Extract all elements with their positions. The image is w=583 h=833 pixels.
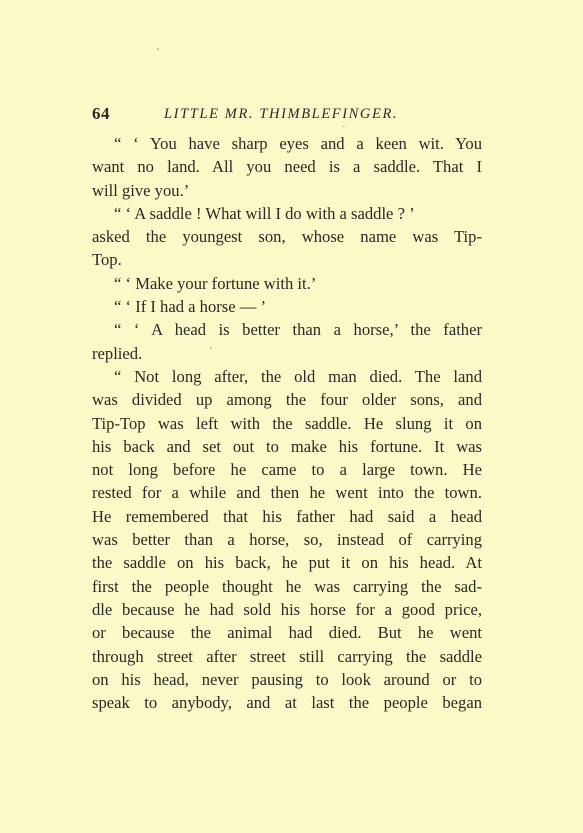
text-line: first the people thought he was carrying the sad- [92,576,482,596]
text-line: his back and set out to make his fortune. It was [92,436,482,456]
running-head: LITTLE MR. THIMBLEFINGER. [164,106,399,122]
text-line: want no land. All you need is a saddle. That I [92,157,482,177]
paper-speck [157,48,159,50]
text-line: Tip-Top was left with the saddle. He slung it on [92,413,482,433]
text-line: “ Not long after, the old man died. The land [114,366,482,386]
text-line: was divided up among the four older sons, and [92,390,482,410]
text-line: through street after street still carrying the saddle [92,646,482,666]
text-line: “ ‘ A saddle ! What will I do with a saddle ? ’ [114,203,415,223]
text-line: asked the youngest son, whose name was Tip- [92,227,482,247]
paper-speck [210,347,212,349]
paper-speck [342,126,345,127]
text-line: rested for a while and then he went into the town. [92,483,482,503]
text-line: speak to anybody, and at last the people began [92,693,482,713]
text-line: replied. [92,343,143,363]
text-line: “ ‘ You have sharp eyes and a keen wit. You [114,134,482,153]
page-header [92,104,484,126]
text-line: Top. [92,250,122,270]
text-line: “ ‘ Make your fortune with it.’ [114,273,317,293]
text-line: was better than a horse, so, instead of carrying [92,530,482,550]
text-line: on his head, never pausing to look around or to [92,669,482,689]
text-line: “ ‘ If I had a horse — ’ [114,297,267,317]
text-line: will give you.’ [92,180,190,200]
text-line: or because the animal had died. But he went [92,623,482,643]
text-line: He remembered that his father had said a head [92,506,482,526]
body-text [92,132,482,714]
text-line: “ ‘ A head is better than a horse,’ the father [114,320,482,340]
text-line: the saddle on his back, he put it on his head. At [92,553,482,573]
text-line: dle because he had sold his horse for a good price, [92,599,482,619]
text-line: not long before he came to a large town. He [92,460,482,480]
page-number: 64 [92,104,110,123]
